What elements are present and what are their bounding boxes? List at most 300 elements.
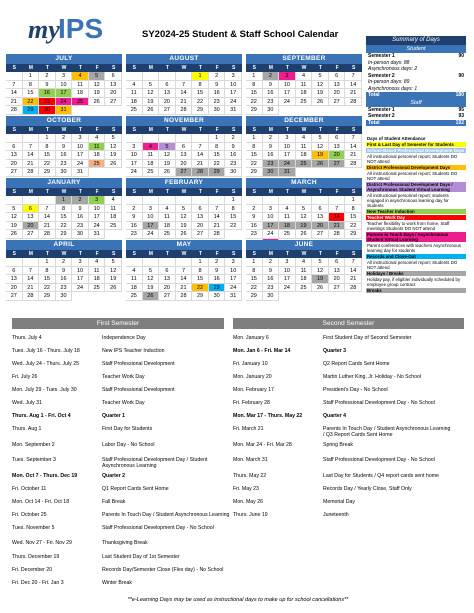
day-cell: 21 bbox=[192, 160, 209, 169]
day-cell: 19 bbox=[312, 275, 329, 284]
summary-value: 90 bbox=[458, 72, 464, 79]
day-cell: 22 bbox=[39, 160, 56, 169]
footnote: **e-Learning Days may be used as instructional days to make up for school cancellations** bbox=[127, 597, 349, 603]
event-date: Wed. Nov 27 - Fri. Nov 29 bbox=[12, 540, 72, 546]
event-description: Fall Break bbox=[102, 499, 126, 505]
day-cell: 21 bbox=[176, 98, 193, 107]
event-date: Mon. January 6 bbox=[233, 335, 269, 341]
month-name: JANUARY bbox=[6, 178, 122, 188]
day-cell: 8 bbox=[56, 205, 73, 214]
weekday-label: M bbox=[148, 189, 153, 195]
weekday-header bbox=[246, 188, 362, 196]
day-cell: 2 bbox=[209, 72, 226, 81]
weekday-label: F bbox=[335, 251, 339, 257]
day-cell: 12 bbox=[89, 81, 106, 90]
weekday-label: W bbox=[61, 127, 67, 133]
day-cell: 11 bbox=[105, 205, 122, 214]
empty-cell bbox=[209, 196, 226, 205]
legend-entry: All instructional personnel report; students engaged in asynchronous learning day for students bbox=[366, 193, 466, 209]
empty-cell bbox=[176, 134, 193, 143]
day-cell: 2 bbox=[56, 258, 73, 267]
day-cell: 14 bbox=[23, 275, 40, 284]
weekday-label: T bbox=[79, 65, 83, 71]
day-cell: 16 bbox=[263, 151, 280, 160]
event-description: Staff Professional Development Day - No School bbox=[323, 457, 435, 463]
empty-cell bbox=[312, 196, 329, 205]
empty-cell bbox=[23, 196, 40, 205]
day-cell: 6 bbox=[312, 205, 329, 214]
legend-entry: Breaks bbox=[366, 288, 466, 294]
day-cell: 24 bbox=[72, 284, 89, 293]
day-cell: 27 bbox=[159, 106, 176, 115]
day-cell: 7 bbox=[192, 143, 209, 152]
day-cell: 18 bbox=[126, 284, 143, 293]
weekday-label: S bbox=[232, 65, 236, 71]
weekday-label: T bbox=[79, 127, 83, 133]
day-cell: 22 bbox=[39, 284, 56, 293]
day-cell: 14 bbox=[329, 213, 346, 222]
weekday-label: W bbox=[181, 189, 187, 195]
day-cell: 6 bbox=[176, 143, 193, 152]
day-cell: 16 bbox=[263, 89, 280, 98]
day-cell: 25 bbox=[296, 160, 313, 169]
day-cell: 19 bbox=[296, 222, 313, 231]
event-date: Mon. January 20 bbox=[233, 374, 272, 380]
day-cell: 27 bbox=[6, 168, 23, 177]
day-cell: 21 bbox=[345, 89, 362, 98]
weekday-label: M bbox=[268, 127, 273, 133]
day-cell: 19 bbox=[6, 222, 23, 231]
calendar-title: SY2024-25 Student & Staff School Calendar bbox=[142, 29, 339, 40]
day-grid bbox=[246, 258, 362, 301]
day-cell: 9 bbox=[39, 81, 56, 90]
day-cell: 19 bbox=[143, 98, 160, 107]
day-cell: 21 bbox=[39, 222, 56, 231]
empty-cell bbox=[296, 196, 313, 205]
summary-value: 95 bbox=[458, 106, 464, 113]
day-cell: 9 bbox=[56, 267, 73, 276]
day-cell: 15 bbox=[39, 275, 56, 284]
day-cell: 21 bbox=[23, 284, 40, 293]
weekday-label: M bbox=[28, 127, 33, 133]
day-cell: 22 bbox=[246, 98, 263, 107]
empty-cell bbox=[263, 196, 280, 205]
event-date: Thurs. May 22 bbox=[233, 473, 267, 479]
weekday-label: S bbox=[112, 127, 116, 133]
day-cell: 23 bbox=[209, 98, 226, 107]
day-cell: 15 bbox=[56, 213, 73, 222]
month-name: MAY bbox=[126, 240, 242, 250]
summary-value: 90 bbox=[458, 53, 464, 59]
weekday-label: M bbox=[28, 65, 33, 71]
day-cell: 16 bbox=[209, 89, 226, 98]
day-cell: 20 bbox=[329, 275, 346, 284]
summary-label: Total bbox=[368, 92, 380, 98]
legend-entry: First & Last Day of Semester for Students bbox=[366, 142, 466, 148]
event-date: Thurs. Aug 1 - Fri. Oct 4 bbox=[12, 413, 71, 419]
day-cell: 23 bbox=[246, 230, 263, 239]
day-cell: 28 bbox=[345, 160, 362, 169]
day-cell: 3 bbox=[126, 143, 143, 152]
day-cell: 1 bbox=[209, 134, 226, 143]
weekday-label: W bbox=[301, 127, 307, 133]
event-date: Mon. February 17 bbox=[233, 387, 274, 393]
day-cell: 1 bbox=[39, 258, 56, 267]
day-cell: 24 bbox=[263, 230, 280, 239]
day-cell: 24 bbox=[279, 160, 296, 169]
summary-label: Total bbox=[368, 119, 380, 126]
day-cell: 20 bbox=[159, 284, 176, 293]
event-date: Mon. May 26 bbox=[233, 499, 263, 505]
day-cell: 14 bbox=[6, 89, 23, 98]
day-cell: 19 bbox=[105, 275, 122, 284]
day-cell: 21 bbox=[345, 275, 362, 284]
weekday-label: T bbox=[165, 65, 169, 71]
event-description: Quarter 2 bbox=[102, 473, 126, 479]
day-cell: 18 bbox=[296, 151, 313, 160]
weekday-header bbox=[126, 64, 242, 72]
day-cell: 8 bbox=[39, 143, 56, 152]
day-cell: 7 bbox=[176, 81, 193, 90]
day-cell: 26 bbox=[312, 98, 329, 107]
event-date: Mon. March 31 bbox=[233, 457, 268, 463]
day-cell: 29 bbox=[192, 292, 209, 301]
month-name: SEPTEMBER bbox=[246, 54, 362, 64]
day-cell: 12 bbox=[159, 151, 176, 160]
day-cell: 20 bbox=[312, 222, 329, 231]
day-cell: 2 bbox=[72, 196, 89, 205]
day-cell: 3 bbox=[279, 72, 296, 81]
day-cell: 14 bbox=[345, 81, 362, 90]
day-cell: 15 bbox=[345, 213, 362, 222]
legend-entry: All instructional personnel report; Students DO NOT attend bbox=[366, 154, 466, 165]
day-cell: 18 bbox=[143, 160, 160, 169]
day-cell: 26 bbox=[105, 160, 122, 169]
day-cell: 6 bbox=[329, 258, 346, 267]
event-date: Thurs. Aug 1 bbox=[12, 426, 42, 432]
weekday-header bbox=[246, 64, 362, 72]
day-cell: 27 bbox=[159, 292, 176, 301]
event-date: Fri. Dec 20 - Fri. Jan 3 bbox=[12, 580, 64, 586]
day-cell: 3 bbox=[72, 134, 89, 143]
day-cell: 2 bbox=[209, 258, 226, 267]
day-cell: 7 bbox=[39, 205, 56, 214]
day-cell: 11 bbox=[126, 275, 143, 284]
weekday-label: S bbox=[132, 65, 136, 71]
day-cell: 19 bbox=[312, 89, 329, 98]
day-cell: 2 bbox=[263, 72, 280, 81]
day-cell: 27 bbox=[329, 284, 346, 293]
day-cell: 21 bbox=[209, 222, 226, 231]
day-cell: 25 bbox=[72, 98, 89, 107]
day-cell: 3 bbox=[263, 205, 280, 214]
day-cell: 22 bbox=[225, 222, 242, 231]
weekday-label: S bbox=[252, 251, 256, 257]
day-cell: 11 bbox=[159, 213, 176, 222]
day-cell: 29 bbox=[246, 292, 263, 301]
weekday-label: T bbox=[165, 127, 169, 133]
day-cell: 13 bbox=[192, 213, 209, 222]
summary-label: Asynchronous days: 1 bbox=[368, 85, 418, 92]
day-cell: 1 bbox=[23, 72, 40, 81]
month-name: JUNE bbox=[246, 240, 362, 250]
day-cell: 22 bbox=[192, 98, 209, 107]
day-cell: 16 bbox=[225, 151, 242, 160]
day-cell: 27 bbox=[192, 230, 209, 239]
day-cell: 4 bbox=[89, 258, 106, 267]
day-cell: 9 bbox=[263, 267, 280, 276]
day-cell: 5 bbox=[105, 258, 122, 267]
svg-text:IPS: IPS bbox=[58, 13, 104, 44]
day-cell: 30 bbox=[225, 168, 242, 177]
day-cell: 13 bbox=[105, 81, 122, 90]
day-cell: 13 bbox=[329, 143, 346, 152]
event-date: Fri. March 21 bbox=[233, 426, 264, 432]
day-grid bbox=[126, 258, 242, 301]
weekday-header bbox=[6, 188, 122, 196]
day-cell: 28 bbox=[176, 106, 193, 115]
day-cell: 20 bbox=[176, 160, 193, 169]
day-cell: 23 bbox=[263, 98, 280, 107]
myips-logo bbox=[26, 10, 122, 44]
day-cell: 28 bbox=[23, 168, 40, 177]
empty-cell bbox=[126, 72, 143, 81]
day-cell: 30 bbox=[39, 106, 56, 115]
event-date: Fri. December 20 bbox=[12, 567, 53, 573]
summary-label: Semester 1 bbox=[368, 53, 395, 59]
day-cell: 12 bbox=[312, 143, 329, 152]
month-october bbox=[6, 116, 122, 177]
weekday-label: W bbox=[301, 65, 307, 71]
day-cell: 8 bbox=[39, 267, 56, 276]
day-cell: 7 bbox=[345, 72, 362, 81]
day-cell: 17 bbox=[143, 222, 160, 231]
day-cell: 25 bbox=[296, 284, 313, 293]
weekday-label: F bbox=[215, 65, 219, 71]
weekday-label: S bbox=[132, 189, 136, 195]
weekday-header bbox=[6, 126, 122, 134]
day-cell: 14 bbox=[192, 151, 209, 160]
day-cell: 28 bbox=[192, 168, 209, 177]
event-description: Last Student Day of 1st Semester bbox=[102, 554, 180, 560]
weekday-label: T bbox=[45, 251, 49, 257]
day-cell: 7 bbox=[6, 81, 23, 90]
day-cell: 6 bbox=[192, 205, 209, 214]
empty-cell bbox=[143, 134, 160, 143]
weekday-label: F bbox=[95, 65, 99, 71]
weekday-label: S bbox=[232, 189, 236, 195]
day-cell: 6 bbox=[159, 81, 176, 90]
day-cell: 29 bbox=[39, 168, 56, 177]
day-cell: 8 bbox=[246, 81, 263, 90]
event-description: Q2 Report Cards Sent Home bbox=[323, 361, 390, 367]
day-cell: 13 bbox=[23, 213, 40, 222]
month-may bbox=[126, 240, 242, 301]
empty-cell bbox=[176, 72, 193, 81]
event-date: Fri. October 11 bbox=[12, 486, 47, 492]
day-cell: 8 bbox=[192, 81, 209, 90]
day-cell: 29 bbox=[39, 292, 56, 301]
day-cell: 28 bbox=[209, 230, 226, 239]
month-name: DECEMBER bbox=[246, 116, 362, 126]
legend-entry: District Professional Development Days / Asynchronous Student Virtual Learning bbox=[366, 182, 466, 193]
empty-cell bbox=[6, 134, 23, 143]
day-cell: 5 bbox=[296, 205, 313, 214]
event-description: First Day for Students bbox=[102, 426, 153, 432]
event-description: Last Day for Students / Q4 report cards sent home bbox=[323, 473, 439, 479]
weekday-label: W bbox=[181, 251, 187, 257]
day-cell: 10 bbox=[126, 151, 143, 160]
empty-cell bbox=[6, 196, 23, 205]
summary-label: Semester 1 bbox=[368, 106, 395, 113]
empty-cell bbox=[246, 196, 263, 205]
day-cell: 3 bbox=[56, 72, 73, 81]
weekday-label: T bbox=[165, 189, 169, 195]
month-january bbox=[6, 178, 122, 239]
student-heading: Student bbox=[366, 45, 466, 53]
event-description: Winter Break bbox=[102, 580, 132, 586]
month-november bbox=[126, 116, 242, 177]
weekday-label: F bbox=[95, 251, 99, 257]
day-cell: 8 bbox=[246, 143, 263, 152]
day-cell: 5 bbox=[312, 72, 329, 81]
month-july bbox=[6, 54, 122, 115]
day-cell: 12 bbox=[143, 275, 160, 284]
day-cell: 3 bbox=[225, 72, 242, 81]
day-cell: 25 bbox=[126, 106, 143, 115]
day-cell: 28 bbox=[329, 230, 346, 239]
weekday-label: T bbox=[199, 127, 203, 133]
day-cell: 3 bbox=[279, 258, 296, 267]
day-cell: 25 bbox=[279, 230, 296, 239]
event-description: Staff Professional Development Day - No School bbox=[102, 525, 214, 531]
staff-rows bbox=[366, 107, 466, 127]
day-cell: 19 bbox=[105, 151, 122, 160]
event-date: Mon. Oct 7 - Thurs. Dec 19 bbox=[12, 473, 78, 479]
summary-label: Semester 2 bbox=[368, 113, 395, 119]
day-cell: 11 bbox=[126, 89, 143, 98]
weekday-label: S bbox=[12, 251, 16, 257]
day-cell: 30 bbox=[72, 230, 89, 239]
event-date: Wed. July 24 - Thurs. July 25 bbox=[12, 361, 79, 367]
summary-value: 180 bbox=[455, 92, 464, 98]
empty-cell bbox=[176, 258, 193, 267]
day-cell: 23 bbox=[225, 160, 242, 169]
day-cell: 17 bbox=[72, 151, 89, 160]
event-date: Thurs. July 4 bbox=[12, 335, 42, 341]
day-cell: 15 bbox=[246, 275, 263, 284]
event-date: Mon. September 2 bbox=[12, 442, 55, 448]
day-cell: 1 bbox=[39, 134, 56, 143]
empty-cell bbox=[279, 196, 296, 205]
day-cell: 9 bbox=[225, 143, 242, 152]
weekday-label: S bbox=[12, 127, 16, 133]
weekday-label: T bbox=[319, 65, 323, 71]
day-cell: 5 bbox=[312, 258, 329, 267]
event-date: Tues. July 16 - Thurs. July 18 bbox=[12, 348, 80, 354]
day-cell: 20 bbox=[105, 89, 122, 98]
day-cell: 27 bbox=[105, 98, 122, 107]
empty-cell bbox=[159, 258, 176, 267]
day-cell: 15 bbox=[192, 89, 209, 98]
empty-cell bbox=[6, 72, 23, 81]
day-cell: 1 bbox=[345, 196, 362, 205]
day-cell: 25 bbox=[105, 222, 122, 231]
day-cell: 18 bbox=[72, 89, 89, 98]
day-cell: 18 bbox=[126, 98, 143, 107]
staff-heading: Staff bbox=[366, 99, 466, 107]
day-cell: 8 bbox=[345, 205, 362, 214]
day-cell: 20 bbox=[23, 222, 40, 231]
legend-entry: Days of Student Attendance bbox=[366, 136, 466, 142]
day-cell: 25 bbox=[89, 284, 106, 293]
weekday-label: T bbox=[45, 65, 49, 71]
legend-entry: All instructional personnel report; Students DO NOT attend bbox=[366, 171, 466, 182]
summary-heading: Summary of Days bbox=[366, 36, 466, 45]
day-cell: 30 bbox=[56, 292, 73, 301]
day-cell: 3 bbox=[72, 258, 89, 267]
day-cell: 7 bbox=[23, 143, 40, 152]
day-cell: 12 bbox=[296, 213, 313, 222]
day-cell: 29 bbox=[209, 168, 226, 177]
day-cell: 13 bbox=[6, 151, 23, 160]
day-cell: 19 bbox=[159, 160, 176, 169]
day-cell: 2 bbox=[263, 134, 280, 143]
weekday-header bbox=[126, 188, 242, 196]
empty-cell bbox=[143, 196, 160, 205]
summary-value: 192 bbox=[455, 119, 464, 126]
day-cell: 15 bbox=[23, 89, 40, 98]
day-cell: 21 bbox=[6, 98, 23, 107]
day-cell: 24 bbox=[72, 160, 89, 169]
event-date: Fri. July 26 bbox=[12, 374, 38, 380]
day-cell: 4 bbox=[143, 143, 160, 152]
weekday-label: S bbox=[252, 65, 256, 71]
empty-cell bbox=[23, 258, 40, 267]
day-cell: 13 bbox=[6, 275, 23, 284]
day-cell: 22 bbox=[209, 160, 226, 169]
day-cell: 2 bbox=[263, 258, 280, 267]
day-cell: 5 bbox=[312, 134, 329, 143]
weekday-label: F bbox=[335, 65, 339, 71]
day-cell: 15 bbox=[192, 275, 209, 284]
day-cell: 23 bbox=[263, 284, 280, 293]
day-cell: 13 bbox=[176, 151, 193, 160]
day-cell: 10 bbox=[72, 143, 89, 152]
month-name: AUGUST bbox=[126, 54, 242, 64]
day-cell: 7 bbox=[23, 267, 40, 276]
day-grid bbox=[126, 134, 242, 177]
day-cell: 4 bbox=[296, 72, 313, 81]
day-cell: 17 bbox=[89, 213, 106, 222]
weekday-header bbox=[126, 126, 242, 134]
event-date: Mon. July 29 - Tues. July 30 bbox=[12, 387, 77, 393]
day-cell: 9 bbox=[209, 81, 226, 90]
second-semester-heading: Second Semester bbox=[233, 318, 464, 329]
day-cell: 15 bbox=[225, 213, 242, 222]
day-cell: 10 bbox=[225, 81, 242, 90]
day-cell: 25 bbox=[126, 292, 143, 301]
day-cell: 18 bbox=[105, 213, 122, 222]
empty-cell bbox=[126, 134, 143, 143]
day-cell: 5 bbox=[143, 267, 160, 276]
day-cell: 17 bbox=[279, 275, 296, 284]
day-cell: 7 bbox=[176, 267, 193, 276]
day-cell: 17 bbox=[126, 160, 143, 169]
weekday-label: M bbox=[268, 251, 273, 257]
day-cell: 26 bbox=[312, 284, 329, 293]
day-cell: 6 bbox=[329, 72, 346, 81]
